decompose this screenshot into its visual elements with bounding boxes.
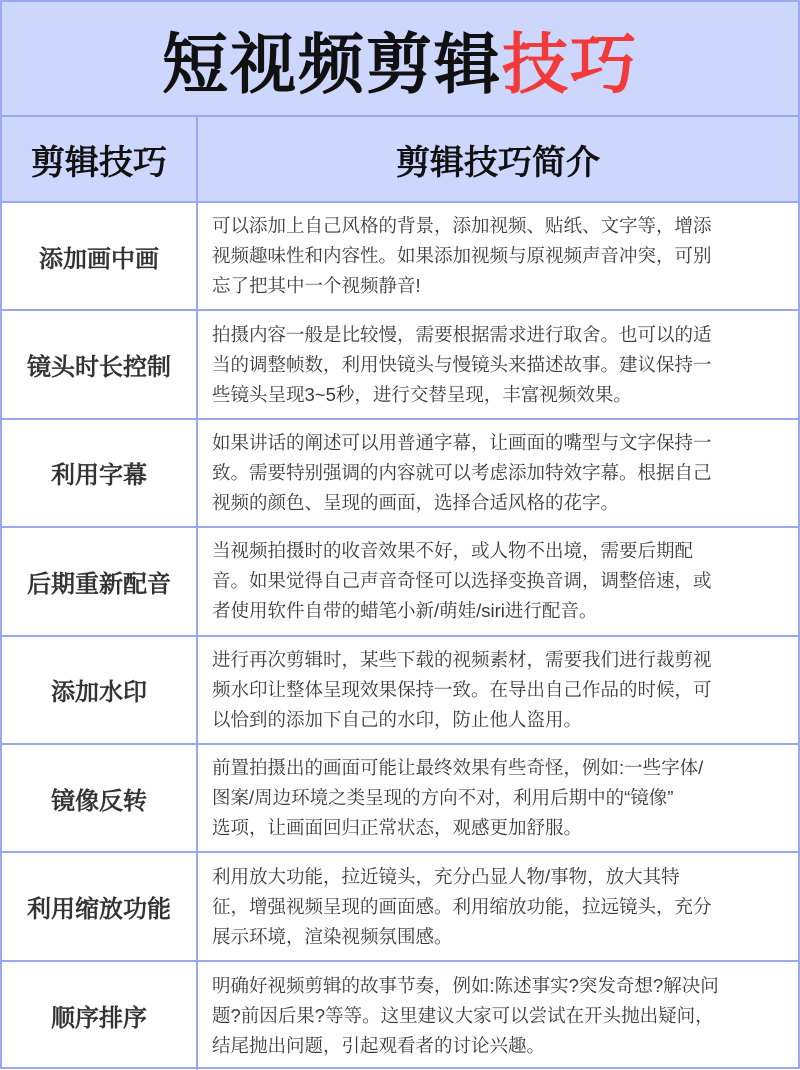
table-row: [2, 637, 798, 745]
technique-description: [212, 753, 703, 843]
description-line: 些镜头呈现3~5秒，进行交替呈现，丰富视频效果。: [212, 383, 632, 405]
technique-description: [212, 862, 712, 952]
technique-name: 添加画中画: [2, 203, 198, 309]
technique-description: [212, 320, 712, 410]
header-col-description: 剪辑技巧简介: [396, 143, 600, 182]
description-line: 利用放大功能，拉近镜头，充分凸显人物/事物，放大其特: [212, 865, 680, 887]
technique-description-cell: [198, 528, 798, 634]
table-header: [2, 117, 798, 203]
description-line: 视频趣味性和内容性。如果添加视频与原视频声音冲突，可别: [212, 245, 712, 267]
description-line: 展示环境，渲染视频氛围感。: [212, 925, 453, 947]
table-row: [2, 853, 798, 961]
description-line: 当的调整帧数，利用快镜头与慢镜头来描述故事。建议保持一: [212, 353, 712, 375]
technique-description-cell: [198, 203, 798, 309]
description-line: 致。需要特别强调的内容就可以考虑添加特效字幕。根据自己: [212, 461, 712, 483]
description-line: 选项，让画面回归正常状态，观感更加舒服。: [212, 817, 583, 839]
title-main: 短视频剪辑: [162, 27, 502, 101]
technique-name: 添加水印: [2, 637, 198, 743]
description-line: 可以添加上自己风格的背景，添加视频、贴纸、文字等，增添: [212, 215, 712, 237]
description-line: 征，增强视频呈现的画面感。利用缩放功能，拉远镜头，充分: [212, 895, 712, 917]
technique-description: [212, 536, 712, 626]
description-line: 忘了把其中一个视频静音!: [212, 275, 421, 297]
description-line: 拍摄内容一般是比较慢，需要根据需求进行取舍。也可以的适: [212, 323, 712, 345]
technique-description-cell: [198, 962, 798, 1070]
description-line: 以恰到的添加下自己的水印，防止他人盗用。: [212, 708, 583, 730]
description-line: 结尾抛出问题，引起观看者的讨论兴趣。: [212, 1034, 546, 1056]
table-row: [2, 311, 798, 419]
table-row: [2, 962, 798, 1070]
technique-description-cell: [198, 745, 798, 851]
page-title: [2, 2, 798, 117]
technique-description-cell: [198, 420, 798, 526]
description-line: 前置拍摄出的画面可能让最终效果有些奇怪，例如:一些字体/: [212, 757, 704, 779]
technique-description: [212, 645, 712, 735]
header-col-technique: 剪辑技巧: [2, 117, 198, 201]
technique-name: 后期重新配音: [2, 528, 198, 634]
description-line: 图案/周边环境之类呈现的方向不对，利用后期中的“镜像”: [212, 787, 674, 809]
table-row: [2, 203, 798, 311]
description-line: 题?前因后果?等等。这里建议大家可以尝试在开头抛出疑问，: [212, 1004, 714, 1026]
description-line: 当视频拍摄时的收音效果不好，或人物不出境，需要后期配: [212, 540, 694, 562]
description-line: 视频的颜色、呈现的画面，选择合适风格的花字。: [212, 491, 620, 513]
technique-name: 顺序排序: [2, 962, 198, 1070]
technique-name: 利用字幕: [2, 420, 198, 526]
technique-description: [212, 211, 712, 301]
technique-description-cell: [198, 853, 798, 959]
technique-description: [212, 971, 719, 1061]
technique-name: 镜像反转: [2, 745, 198, 851]
table-row: [2, 420, 798, 528]
table-row: [2, 745, 798, 853]
table-row: [2, 528, 798, 636]
technique-description-cell: [198, 311, 798, 417]
description-line: 进行再次剪辑时，某些下载的视频素材，需要我们进行裁剪视: [212, 648, 712, 670]
description-line: 音。如果觉得自己声音奇怪可以选择变换音调，调整倍速，或: [212, 570, 712, 592]
technique-description-cell: [198, 637, 798, 743]
description-line: 如果讲话的阐述可以用普通字幕，让画面的嘴型与文字保持一: [212, 431, 712, 453]
title-accent: 技巧: [502, 27, 638, 101]
technique-description: [212, 428, 712, 518]
description-line: 频水印让整体呈现效果保持一致。在导出自己作品的时候，可: [212, 678, 712, 700]
description-line: 者使用软件自带的蜡笔小新/萌娃/siri进行配音。: [212, 600, 598, 622]
technique-name: 镜头时长控制: [2, 311, 198, 417]
description-line: 明确好视频剪辑的故事节奏，例如:陈述事实?突发奇想?解决问: [212, 974, 719, 996]
technique-name: 利用缩放功能: [2, 853, 198, 959]
